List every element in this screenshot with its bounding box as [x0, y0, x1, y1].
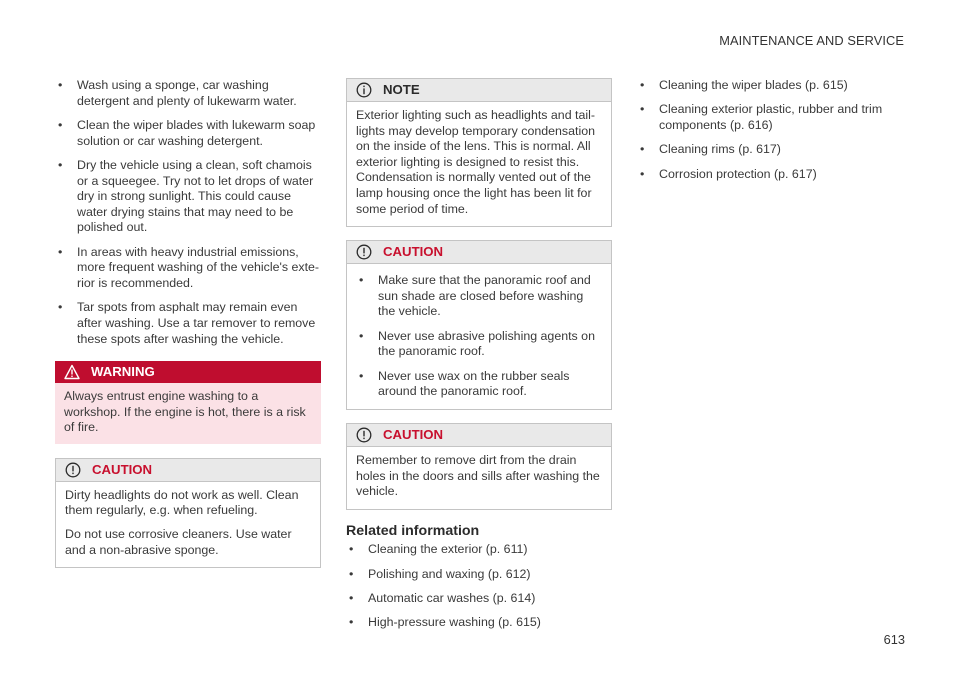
related-links-list — [637, 78, 907, 182]
column-1 — [55, 78, 321, 581]
caution-box — [346, 423, 612, 510]
related-link[interactable]: • Cleaning the wiper blades (p. 615) — [637, 78, 907, 94]
caution-box — [346, 240, 612, 410]
caution-title: CAUTION — [92, 462, 153, 478]
caution-icon — [65, 462, 81, 478]
caution-title: CAUTION — [383, 244, 444, 260]
caution-paragraph: Dirty headlights do not work as well. Clean them regularly, e.g. when refueling. — [65, 487, 299, 518]
related-information-heading: Related information — [346, 522, 480, 539]
caution-title: CAUTION — [383, 427, 444, 443]
caution-body — [347, 264, 611, 409]
related-link[interactable]: • Cleaning the exterior (p. 611) — [346, 542, 612, 558]
list-item: • Never use abrasive polishing agents on the panoramic roof. — [356, 329, 602, 360]
warning-triangle-icon — [64, 364, 80, 380]
related-link[interactable]: • Cleaning exterior plastic, rubber and trim components (p. 616) — [637, 102, 907, 133]
note-title: NOTE — [383, 82, 420, 98]
caution-box — [55, 458, 321, 568]
related-link[interactable]: • Automatic car washes (p. 614) — [346, 591, 612, 607]
list-item: • Clean the wiper blades with lukewarm soap solution or car washing detergent. — [55, 118, 321, 149]
caution-icon — [356, 427, 372, 443]
column-3 — [637, 78, 907, 191]
note-header — [347, 79, 611, 102]
warning-text: Always entrust engine washing to a workshop. If the engine is hot, there is a risk of fire. — [55, 383, 321, 444]
page-header: MAINTENANCE AND SERVICE — [719, 33, 904, 48]
warning-box — [55, 361, 321, 444]
column-2 — [346, 78, 612, 640]
panoramic-roof-list — [356, 273, 602, 400]
note-box — [346, 78, 612, 227]
related-link[interactable]: • Cleaning rims (p. 617) — [637, 142, 907, 158]
washing-steps-list — [55, 78, 321, 347]
info-icon — [356, 82, 372, 98]
caution-header — [347, 424, 611, 447]
related-link[interactable]: • High-pressure washing (p. 615) — [346, 615, 612, 631]
related-link[interactable]: • Corrosion protection (p. 617) — [637, 167, 907, 183]
caution-header — [347, 241, 611, 264]
list-item: • Wash using a sponge, car washing detergent and plenty of lukewarm water. — [55, 78, 321, 109]
caution-body — [56, 482, 320, 567]
note-text: Exterior lighting such as headlights and tail-lights may develop temporary condensation on the inside of the lens. This is normal. All exterior lighting is designed to resist this. Condensation is normally vented out of the lamp housing once the light has been lit for some period of time. — [356, 108, 595, 216]
page-number: 613 — [883, 632, 905, 647]
caution-icon — [356, 244, 372, 260]
list-item: • Make sure that the panoramic roof and sun shade are closed before washing the vehicle. — [356, 273, 602, 320]
caution-header — [56, 459, 320, 482]
list-item: • Dry the vehicle using a clean, soft chamois or a squeegee. Try not to let drops of water dry in strong sunlight. This could cause water drying stains that may need to be polished out. — [55, 158, 321, 236]
related-link[interactable]: • Polishing and waxing (p. 612) — [346, 567, 612, 583]
warning-header — [55, 361, 321, 383]
list-item: • Never use wax on the rubber seals around the panoramic roof. — [356, 369, 602, 400]
related-links-list — [346, 542, 612, 631]
list-item: • Tar spots from asphalt may remain even after washing. Use a tar remover to remove these spots after washing the vehicle. — [55, 300, 321, 347]
list-item: • In areas with heavy industrial emissions, more frequent washing of the vehicle's exte-rior is recommended. — [55, 245, 321, 292]
caution-paragraph: Do not use corrosive cleaners. Use water and a non-abrasive sponge. — [65, 527, 292, 557]
caution-text: Remember to remove dirt from the drain holes in the doors and sills after washing the vehicle. — [356, 452, 600, 499]
warning-title: WARNING — [91, 364, 155, 380]
